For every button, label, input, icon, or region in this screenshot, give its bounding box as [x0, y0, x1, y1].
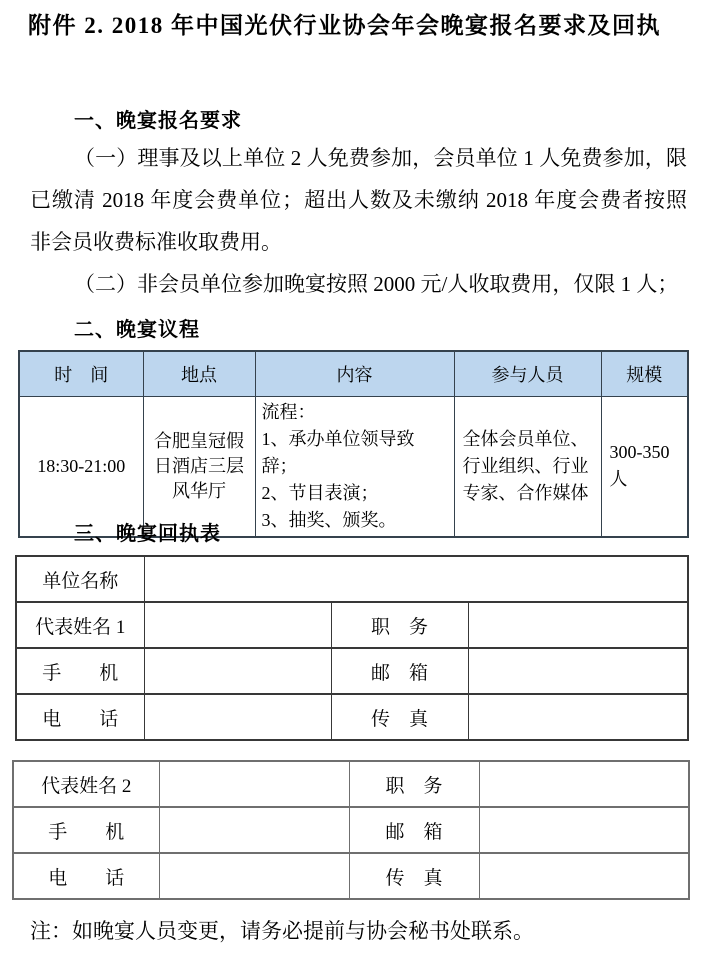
field-value-company-name [144, 556, 688, 602]
agenda-cell-time: 18:30-21:00 [19, 396, 143, 537]
document-title: 附件 2. 2018 年中国光伏行业协会年会晚宴报名要求及回执 [28, 13, 661, 38]
field-label-phone: 电 话 [16, 694, 144, 740]
field-label-email: 邮 箱 [349, 807, 479, 853]
paragraph-line: 非会员收费标准收取费用。 [30, 230, 282, 254]
field-value-email [468, 648, 688, 694]
paragraph-line: （二）非会员单位参加晚宴按照 2000 元/人收取费用，仅限 1 人； [74, 272, 679, 296]
agenda-data-row [19, 396, 688, 537]
field-label-position: 职 务 [331, 602, 468, 648]
field-label-mobile: 手 机 [13, 807, 159, 853]
field-value-mobile [144, 648, 331, 694]
agenda-cell-location: 合肥皇冠假日酒店三层风华厅 [143, 396, 255, 537]
field-value-phone [159, 853, 349, 899]
field-value-fax [479, 853, 689, 899]
agenda-table [18, 350, 689, 538]
field-label-representative-2: 代表姓名 2 [13, 761, 159, 807]
table-row [13, 807, 689, 853]
agenda-cell-content [255, 396, 454, 537]
agenda-header-content: 内容 [255, 351, 454, 396]
field-value-representative-1 [144, 602, 331, 648]
agenda-header-participants: 参与人员 [454, 351, 601, 396]
agenda-content-line: 3、抽奖、颁奖。 [261, 509, 397, 530]
table-row [16, 602, 688, 648]
field-value-fax [468, 694, 688, 740]
field-label-company-name: 单位名称 [16, 556, 144, 602]
footnote: 注：如晚宴人员变更，请务必提前与协会秘书处联系。 [30, 919, 534, 943]
agenda-content-line: 1、承办单位领导致辞； [261, 428, 415, 476]
section-heading-reply-form: 三、晚宴回执表 [74, 523, 221, 545]
field-label-email: 邮 箱 [331, 648, 468, 694]
table-row [13, 761, 689, 807]
agenda-header-scale: 规模 [601, 351, 688, 396]
section-heading-dinner-agenda: 二、晚宴议程 [74, 319, 200, 341]
table-row [13, 853, 689, 899]
reply-table-2 [12, 760, 690, 900]
table-row [16, 648, 688, 694]
field-label-mobile: 手 机 [16, 648, 144, 694]
agenda-header-row [19, 351, 688, 396]
paragraph-line: （一）理事及以上单位 2 人免费参加，会员单位 1 人免费参加，限 [74, 146, 687, 170]
field-label-representative-1: 代表姓名 1 [16, 602, 144, 648]
field-value-representative-2 [159, 761, 349, 807]
agenda-content-line: 2、节目表演； [261, 482, 379, 503]
field-value-email [479, 807, 689, 853]
field-label-position: 职 务 [349, 761, 479, 807]
field-value-mobile [159, 807, 349, 853]
reply-table-1 [15, 555, 689, 741]
field-label-fax: 传 真 [349, 853, 479, 899]
table-row [16, 694, 688, 740]
field-value-position [468, 602, 688, 648]
field-value-position [479, 761, 689, 807]
agenda-header-time: 时 间 [19, 351, 143, 396]
agenda-cell-participants: 全体会员单位、行业组织、行业专家、合作媒体 [454, 396, 601, 537]
field-label-phone: 电 话 [13, 853, 159, 899]
field-label-fax: 传 真 [331, 694, 468, 740]
agenda-header-location: 地点 [143, 351, 255, 396]
table-row [16, 556, 688, 602]
paragraph-line: 已缴清 2018 年度会费单位；超出人数及未缴纳 2018 年度会费者按照 [30, 188, 687, 212]
section-heading-registration-requirements: 一、晚宴报名要求 [74, 110, 242, 132]
agenda-cell-scale: 300-350 人 [601, 396, 688, 537]
field-value-phone [144, 694, 331, 740]
agenda-content-line: 流程： [261, 401, 316, 422]
